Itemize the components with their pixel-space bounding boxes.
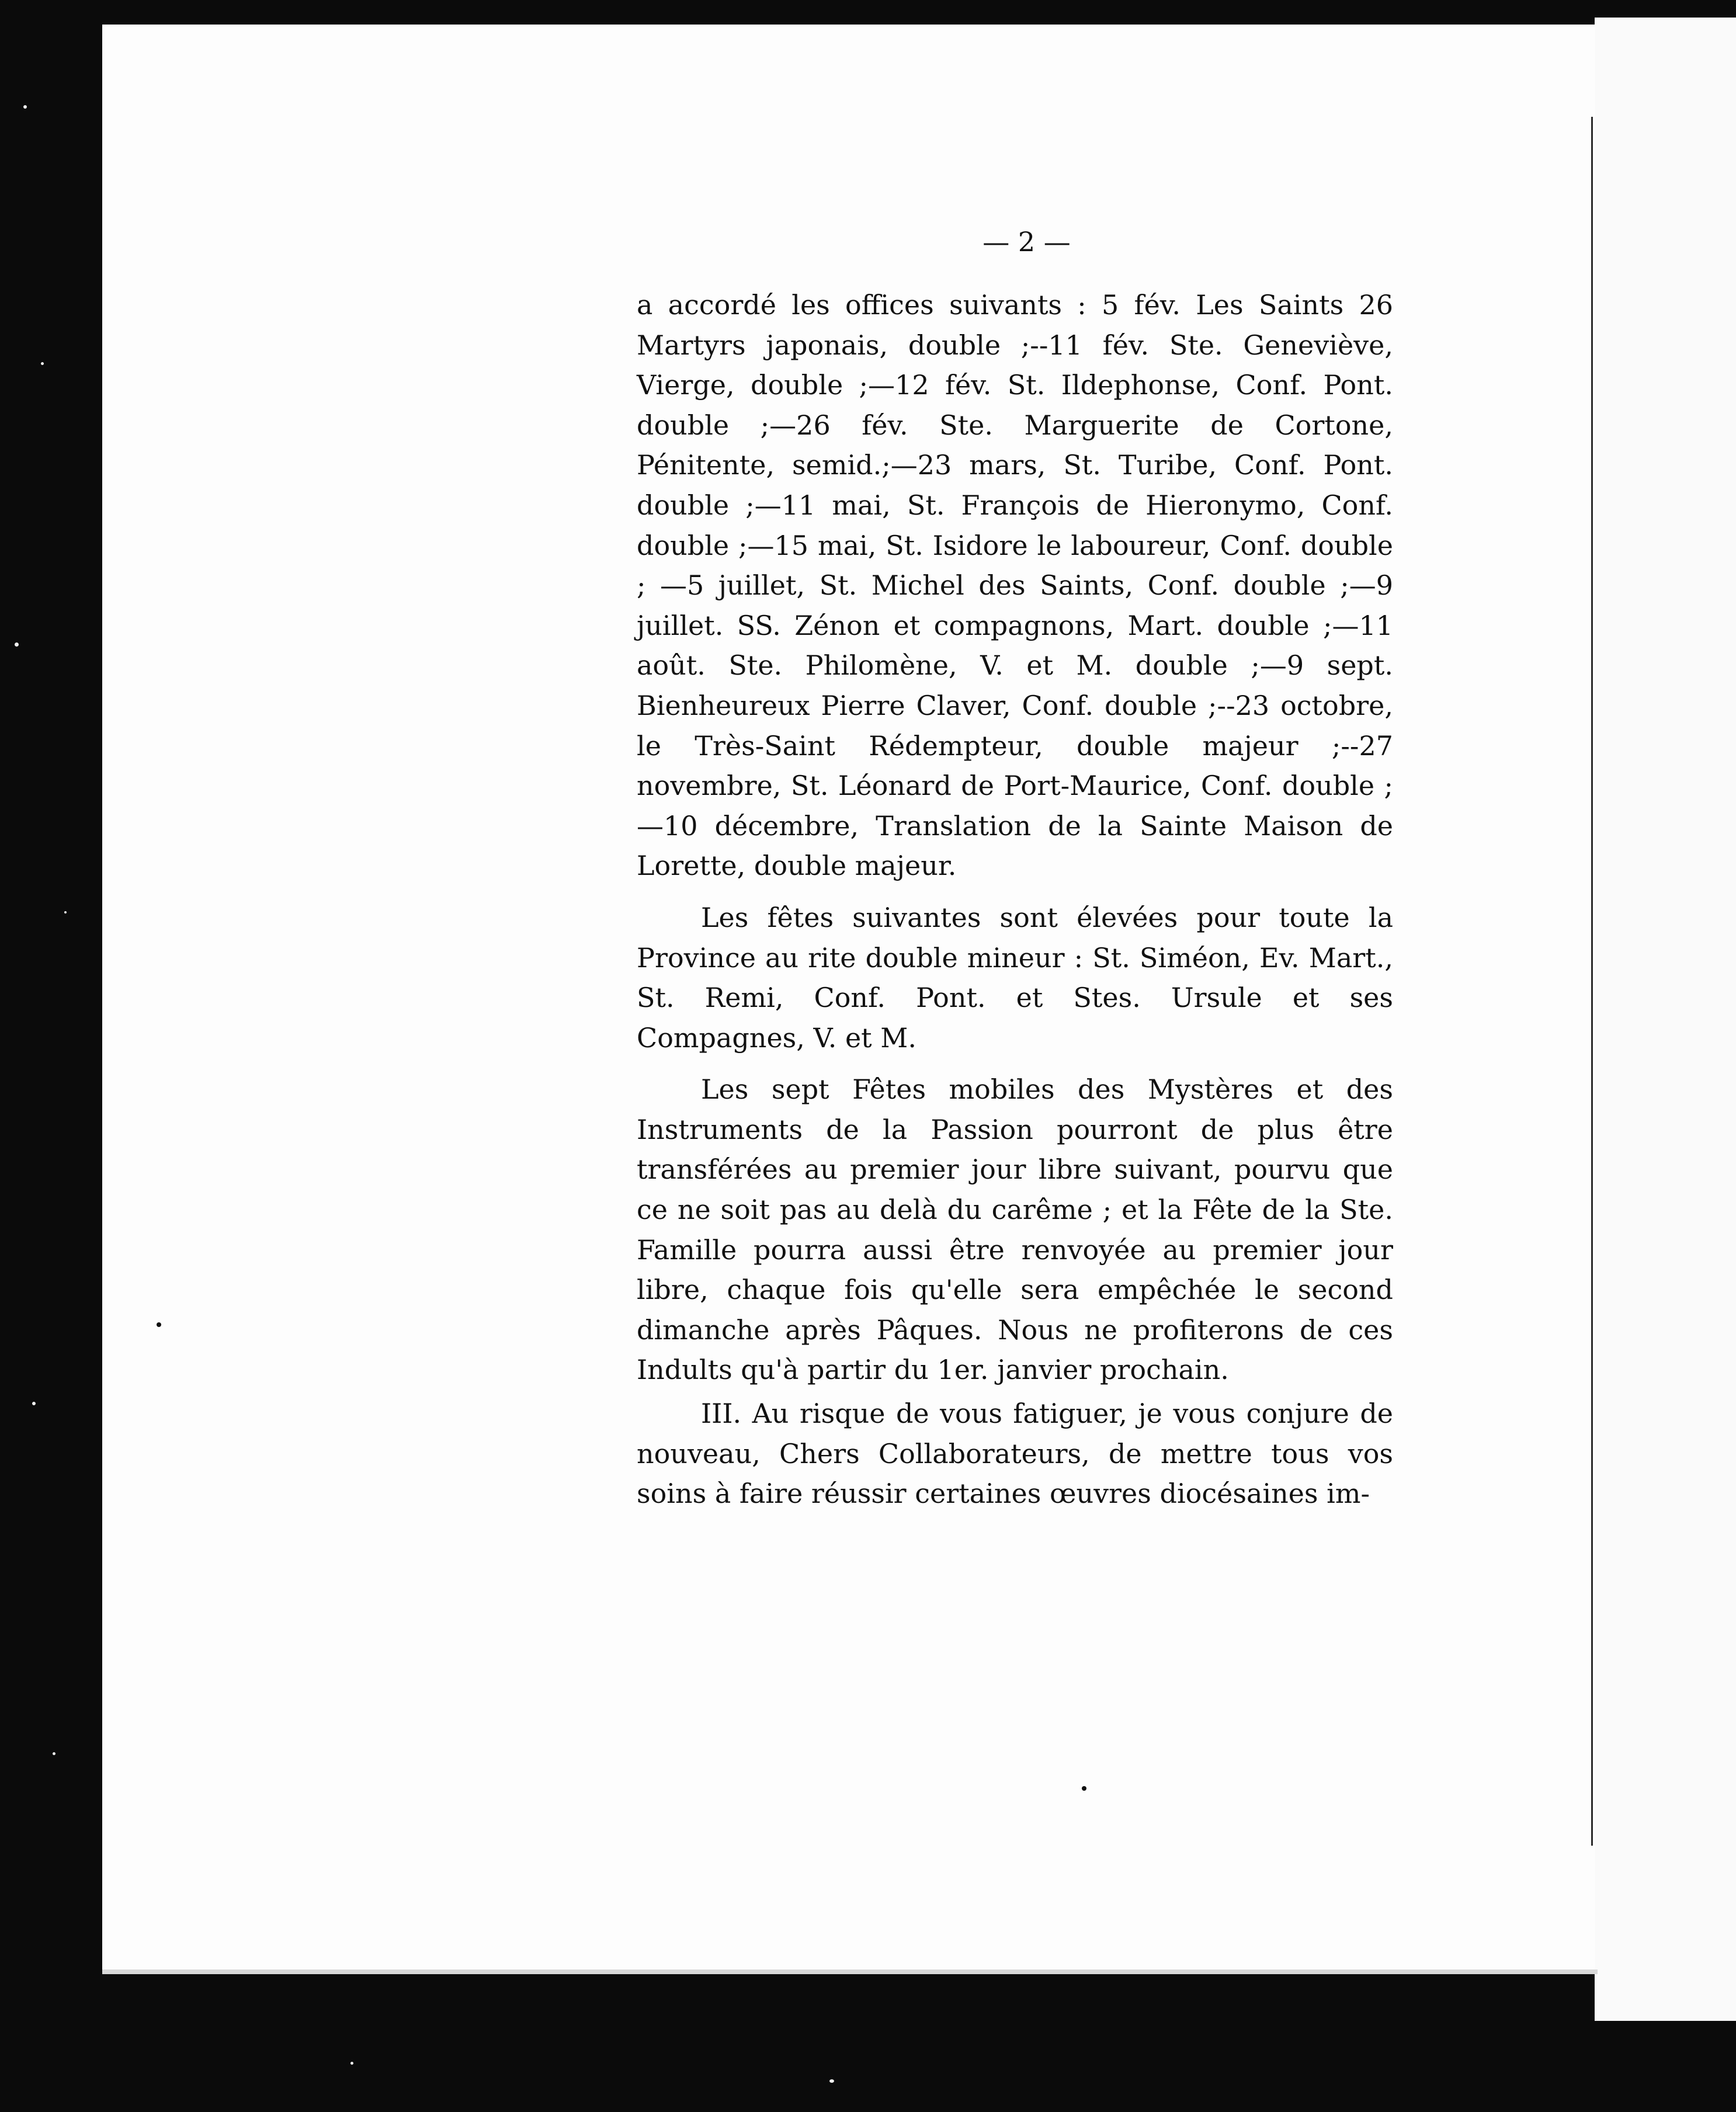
scan-speck: [64, 911, 67, 913]
scan-speck: [23, 105, 27, 109]
next-page-edge: [1595, 18, 1736, 2021]
scan-speck: [32, 1402, 36, 1405]
ink-speck: [1082, 1786, 1086, 1791]
paragraph-section-iii: III. Au risque de vous fatiguer, je vous conjure de nouveau, Chers Collaborateurs, de mettre tous vos soins à faire réussir certaines œuvres diocésaines im-: [637, 1398, 1393, 1510]
paragraph-offices: a accordé les offices suivants : 5 fév. Les Saints 26 Martyrs japonais, double ;--11 fév. Ste. Geneviève, Vierge, double ;—12 fév. St. Ildephonse, Conf. Pont. double ;—26 fév. Ste. Marguerite de Cortone, Pénitente, semid.;—23 mars, St. Turibe, Conf. Pont. double ;—11 mai, St. François de Hieronymo, Conf. double ;—15 mai, St. Isidore le laboureur, Conf. double ; —5 juillet, St. Michel des Saints, Conf. double ;—9 juillet. SS. Zénon et compagnons, Mart. double ;—11 août. Ste. Philomène, V. et M. double ;—9 sept. Bienheureux Pierre Claver, Conf. double ;--23 octobre, le Très-Saint Rédempteur, double majeur ;--27 novembre, St. Léonard de Port-Maurice, Conf. double ;—10 décembre, Translation de la Sainte Maison de Lorette, double majeur.: [637, 289, 1393, 882]
page-number: — 2 —: [982, 226, 1071, 258]
scan-speck: [829, 2079, 834, 2083]
page-text: [637, 222, 1393, 1514]
page-bottom-edge: [102, 1969, 1598, 1974]
scan-speck: [53, 1752, 55, 1755]
page-edge-shadow: [1591, 117, 1593, 1846]
paragraph-fetes-elevees: Les fêtes suivantes sont élevées pour toute la Province au rite double mineur : St. Siméon, Ev. Mart., St. Remi, Conf. Pont. et Stes. Ursule et ses Compagnes, V. et M.: [637, 901, 1393, 1054]
paragraph-fetes-mobiles: Les sept Fêtes mobiles des Mystères et des Instruments de la Passion pourront de plus être transférées au premier jour libre suivant, pourvu que ce ne soit pas au delà du carême ; et la Fête de la Ste. Famille pourra aussi être renvoyée au premier jour libre, chaque fois qu'elle sera empêchée le second dimanche après Pâques. Nous ne profiterons de ces Indults qu'à partir du 1er. janvier prochain.: [637, 1074, 1393, 1386]
ink-speck: [157, 1322, 161, 1327]
scan-speck: [41, 362, 44, 365]
scan-speck: [350, 2062, 353, 2065]
scan-speck: [15, 642, 19, 647]
